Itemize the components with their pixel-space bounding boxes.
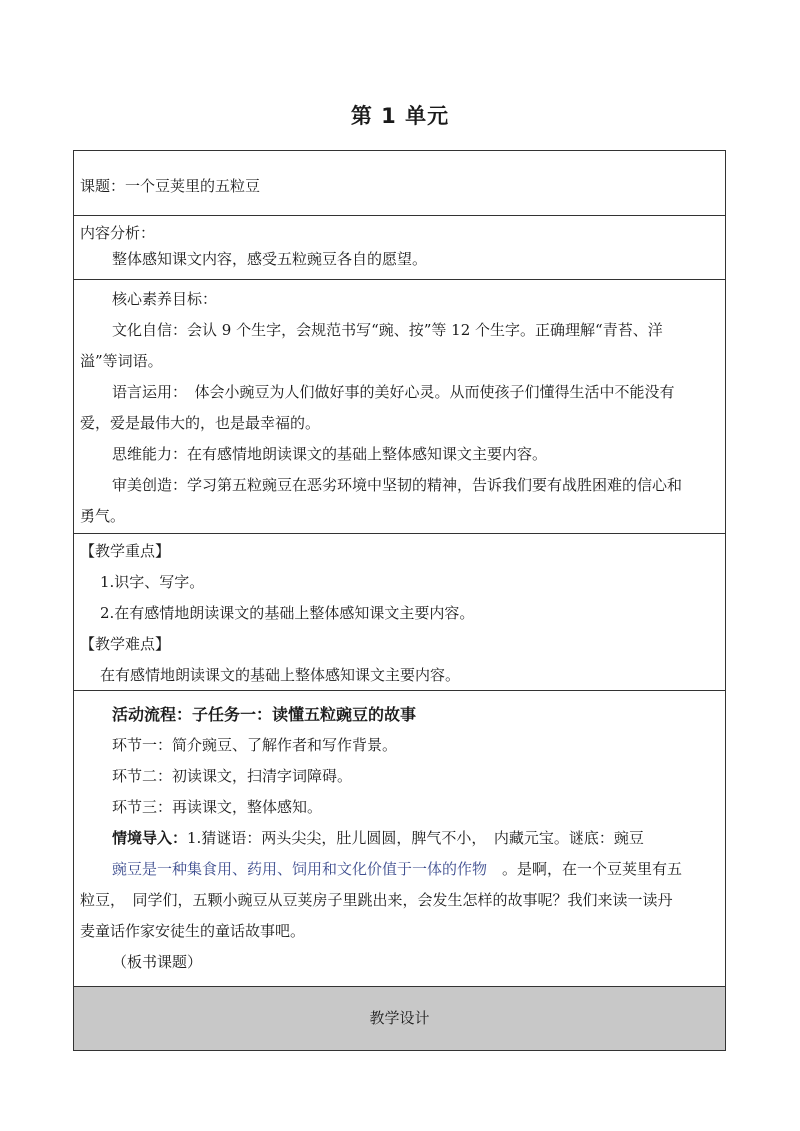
key-point-item-2: 2.在有感情地朗读课文的基础上整体感知课文主要内容。 — [100, 604, 475, 622]
goal-thinking: 思维能力：在有感情地朗读课文的基础上整体感知课文主要内容。 — [112, 445, 548, 463]
board-title-note: （板书课题） — [112, 953, 203, 971]
activity-step-3: 环节三：再读课文，整体感知。 — [112, 798, 323, 816]
goal-language-line2: 爱，爱是最伟大的，也是最幸福的。 — [80, 414, 321, 432]
activity-row — [74, 691, 725, 987]
content-analysis-text: 整体感知课文内容，感受五粒豌豆各自的愿望。 — [112, 250, 428, 268]
goal-language-line1: 语言运用： 体会小豌豆为人们做好事的美好心灵。从而使孩子们懂得生活中不能没有 — [112, 383, 675, 401]
difficulties-text: 在有感情地朗读课文的基础上整体感知课文主要内容。 — [100, 666, 461, 684]
activity-heading: 活动流程：子任务一：读懂五粒豌豆的故事 — [112, 705, 417, 724]
core-goals-row — [74, 284, 725, 534]
key-points-label: 【教学重点】 — [80, 542, 171, 560]
difficulties-label: 【教学难点】 — [80, 635, 171, 653]
teaching-design-cell: 教学设计 — [74, 987, 725, 1050]
key-point-item-1: 1.识字、写字。 — [100, 573, 205, 591]
key-points-row — [74, 534, 725, 691]
story-para-line1 — [80, 854, 719, 885]
topic-row — [74, 151, 725, 216]
intro-label: 情境导入： — [112, 829, 188, 847]
goal-aesthetic-line1: 审美创造：学习第五粒豌豆在恶劣环境中坚韧的精神，告诉我们要有战胜困难的信心和 — [112, 476, 683, 494]
activity-step-2: 环节二：初读课文，扫清字词障碍。 — [112, 767, 353, 785]
story-para-line1-rest: 。是啊，在一个豆荚里有五 — [487, 860, 683, 878]
goal-culture-line1: 文化自信：会认 9 个生字，会规范书写“豌、按”等 12 个生字。正确理解“青苔、洋 — [112, 321, 663, 339]
lesson-table — [73, 150, 726, 1051]
goal-culture-line2: 溢”等词语。 — [80, 352, 163, 370]
activity-step-1: 环节一：简介豌豆、了解作者和写作背景。 — [112, 736, 398, 754]
story-para-highlight: 豌豆是一种集食用、药用、饲用和文化价值于一体的作物 — [112, 860, 488, 878]
content-analysis-label: 内容分析： — [80, 224, 156, 242]
topic-label: 课题： — [80, 177, 126, 195]
content-analysis-row — [74, 216, 725, 280]
page-title: 第 1 单元 — [350, 104, 450, 128]
intro-line — [80, 823, 719, 854]
story-para-line3: 麦童话作家安徒生的童话故事吧。 — [80, 922, 306, 940]
intro-text: 1.猜谜语：两头尖尖，肚儿圆圆，脾气不小， 内藏元宝。谜底：豌豆 — [187, 829, 644, 847]
topic-line — [80, 171, 725, 202]
story-para-line2: 粒豆， 同学们，五颗小豌豆从豆荚房子里跳出来，会发生怎样的故事呢？我们来读一读丹 — [80, 891, 673, 909]
goal-aesthetic-line2: 勇气。 — [80, 507, 126, 525]
core-goals-label: 核心素养目标： — [112, 290, 218, 308]
topic-value: 一个豆荚里的五粒豆 — [125, 177, 261, 195]
